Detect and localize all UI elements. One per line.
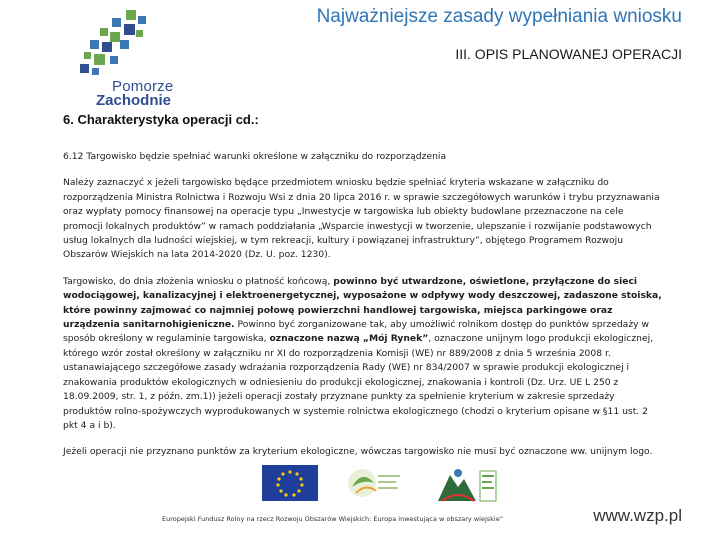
paragraph-criteria: Należy zaznaczyć x jeżeli targowisko będące przedmiotem wniosku będzie spełniać kryteria wskazane w załączniku do rozporządzenia Ministra Rolnictwa i Rozwoju Wsi z dnia 20 lipca 2016 r. w sprawie szczegółowych warunków i trybu przyznawania oraz wypłaty pomocy finansowej na operacje typu „Inwestycje w targowiska lub obiekty budowlane przeznaczone na cele promocji lokalnych produktów” w ramach poddziałania „Wsparcie inwestycji w tworzenie, ulepszanie i rozwijanie podstawowych usług lokalnych dla ludności wiejskiej, w tym rekreacji, kultury i powiązanej infrastruktury”, objętego Programem Rozwoju Obszarów Wiejskich na lata 2014-2020 (Dz. U. poz. 1230). bbox=[63, 177, 660, 261]
req-text-c: Powinno być zorganizowane tak, aby umożliwić rolnikom dostęp do punktów sprzedaży w sposób określony w regulaminie targowiska, bbox=[63, 319, 650, 345]
content-body bbox=[63, 150, 663, 472]
req-text-bold-b: oznaczone nazwą „Mój Rynek” bbox=[269, 333, 429, 345]
logo-text-pomorze: Pomorze bbox=[112, 78, 174, 95]
req-text-e: , oznaczone unijnym logo produkcji ekologicznej, którego wzór został określony w załączniku nr XI do rozporządzenia Komisji (WE) nr 889/2008 z dnia 5 września 2008 r. ustanawiającego szczegółowe zasady wdrażania rozporządzenia Rady (WE) nr 834/2007 w sprawie produkcji ekologicznej i znakowania produktów ekologicznych w odniesieniu do produkcji ekologicznej, znakowania i kontroli (Dz. Urz. UE L 250 z 18.09.2009, str. 1, z późn. zm.1)) jeżeli operacji zostały przyznane punkty za spełnienie kryterium w zakresie sprzedaży produktów rolno-spożywczych wyprodukowanych w systemie rolnictwa ekologicznego (chodzi o kryterium opisane w §11 ust. 2 pkt 4 a i b). bbox=[63, 333, 654, 431]
paragraph-requirements bbox=[63, 275, 663, 433]
section-heading: 6. Charakterystyka operacji cd.: bbox=[63, 112, 259, 127]
eu-flag-icon bbox=[262, 465, 318, 505]
paragraph-6-12: 6.12 Targowisko będzie spełniać warunki określone w załączniku do rozporządzenia bbox=[63, 151, 447, 162]
req-text-a: Targowisko, do dnia złożenia wniosku o płatność końcową, bbox=[63, 275, 334, 287]
logo-text-zachodnie: Zachodnie bbox=[96, 92, 172, 109]
page-subtitle: III. OPIS PLANOWANEJ OPERACJI bbox=[455, 46, 682, 62]
footer-logos bbox=[258, 465, 578, 513]
paragraph-eco-note: Jeżeli operacji nie przyznano punktów za kryterium ekologiczne, wówczas targowisko nie musi być oznaczone ww. unijnym logo. bbox=[63, 446, 653, 458]
logo-mosaic-icon bbox=[40, 6, 190, 86]
eafrd-footer-text: Europejski Fundusz Rolny na rzecz Rozwoju Obszarów Wiejskich: Europa inwestująca w obszary wiejskie” bbox=[162, 515, 504, 523]
req-text-bold-a: powinno być utwardzone, oświetlone, przyłączone do sieci wodociągowej, kanalizacyjnej i elektroenergetycznej, wyposażone w odpływy wody deszczowej, zadaszone stoiska, które powinny zajmować co najmniej połowę powierzchni handlowej targowiska, miejsca parkingowe oraz urządzenia sanitarnohigieniczne. bbox=[63, 275, 662, 331]
leader-logo-icon bbox=[344, 465, 402, 509]
pomorze-zachodnie-logo bbox=[40, 6, 190, 108]
prow-logo-icon bbox=[428, 465, 498, 513]
footer-url: www.wzp.pl bbox=[593, 506, 682, 525]
page-title: Najważniejsze zasady wypełniania wniosku bbox=[316, 6, 682, 27]
